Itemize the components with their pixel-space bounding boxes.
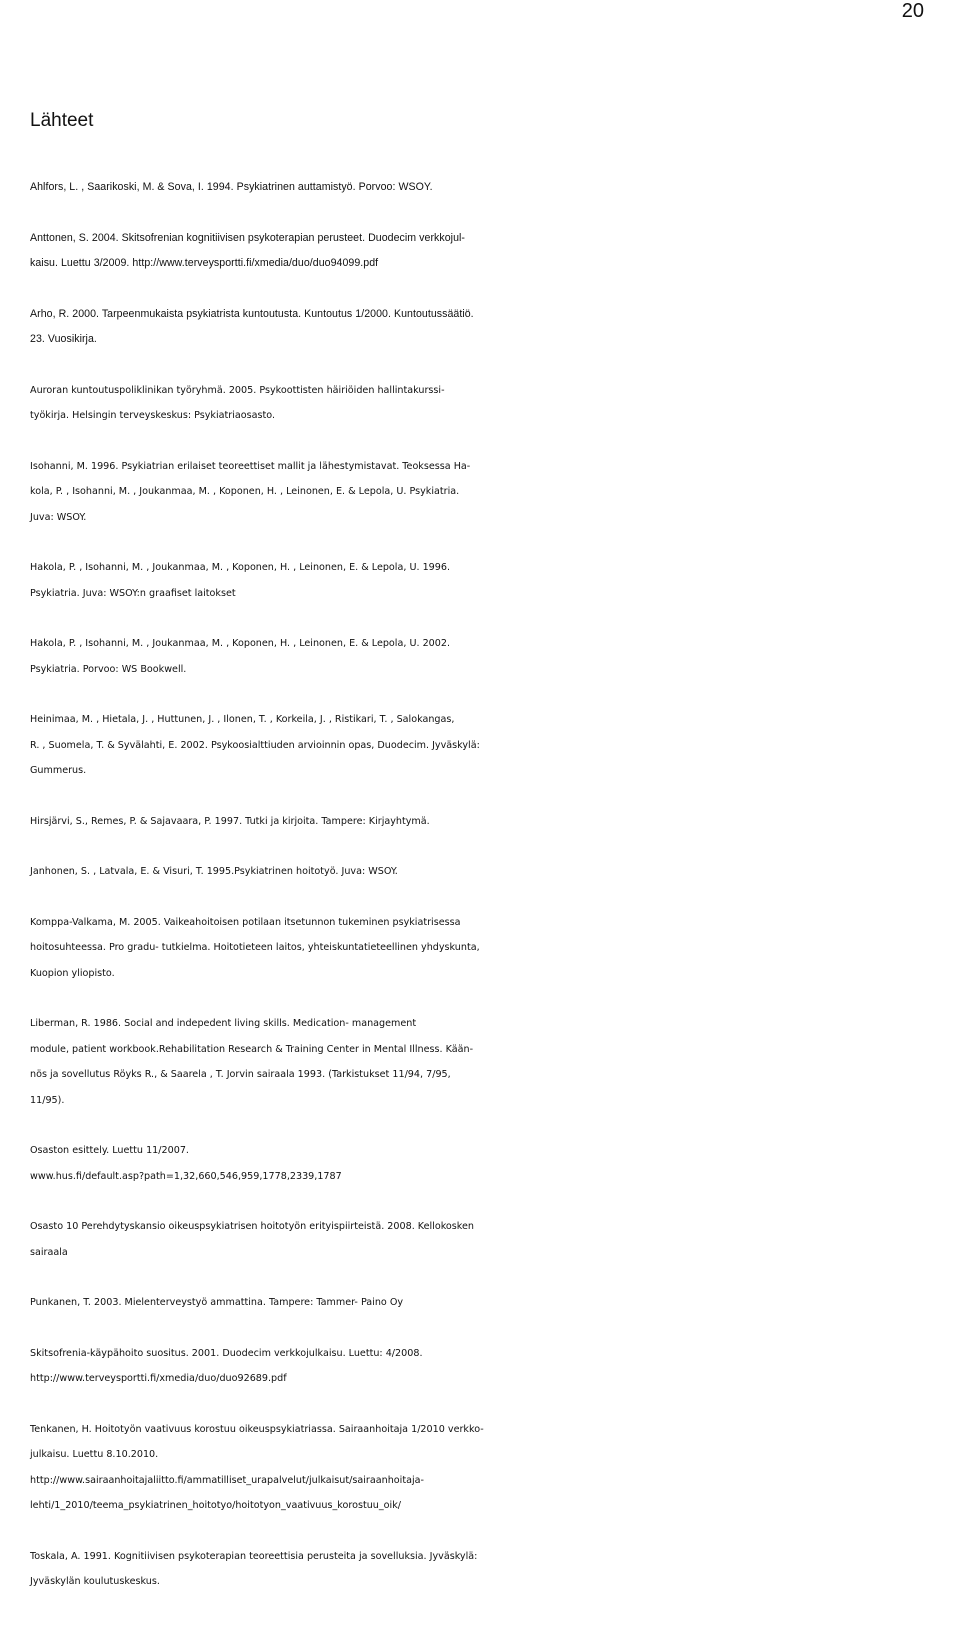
- reference-entry: [30, 809, 960, 835]
- reference-line: Psykiatria. Juva: WSOY:n graafiset laitokset: [30, 587, 236, 599]
- reference-entry: [30, 555, 960, 606]
- reference-entry: [30, 1544, 960, 1595]
- reference-line: Tenkanen, H. Hoitotyön vaativuus korostuu oikeuspsykiatriassa. Sairaanhoitaja 1/2010 verkko-: [30, 1423, 484, 1435]
- reference-line: Heinimaa, M. , Hietala, J. , Huttunen, J. , Ilonen, T. , Korkeila, J. , Ristikari, T. , Salokangas,: [30, 714, 455, 725]
- reference-line: Arho, R. 2000. Tarpeenmukaista psykiatrista kuntoutusta. Kuntoutus 1/2000. Kuntoutussäätiö.: [30, 307, 474, 320]
- reference-line: Ahlfors, L. , Saarikoski, M. & Sova, I. 1994. Psykiatrinen auttamistyö. Porvoo: WSOY.: [30, 181, 433, 193]
- reference-line: Gummerus.: [30, 765, 87, 776]
- reference-entry: [30, 1011, 960, 1113]
- reference-line: julkaisu. Luettu 8.10.2010.: [30, 1449, 159, 1460]
- reference-entry: [30, 175, 960, 201]
- reference-line: Auroran kuntoutuspoliklinikan työryhmä. 2005. Psykoottisten häiriöiden hallintakurssi-: [30, 384, 445, 396]
- reference-line: 23. Vuosikirja.: [30, 333, 97, 345]
- reference-line: Liberman, R. 1986. Social and indepedent living skills. Medication- management: [30, 1018, 417, 1029]
- references-heading: Lähteet: [30, 110, 94, 131]
- reference-line: Hakola, P. , Isohanni, M. , Joukanmaa, M. , Koponen, H. , Leinonen, E. & Lepola, U. 1996.: [30, 562, 451, 573]
- reference-line: kaisu. Luettu 3/2009. http://www.terveysportti.fi/xmedia/duo/duo94099.pdf: [30, 257, 379, 269]
- reference-entry: [30, 226, 960, 277]
- reference-line: Hakola, P. , Isohanni, M. , Joukanmaa, M. , Koponen, H. , Leinonen, E. & Lepola, U. 2002.: [30, 638, 451, 649]
- page-number: 20: [901, 0, 924, 22]
- reference-line: Osasto 10 Perehdytyskansio oikeuspsykiatrisen hoitotyön erityispiirteistä. 2008. Kellokosken: [30, 1221, 474, 1232]
- reference-entry: [30, 454, 960, 531]
- reference-line: Anttonen, S. 2004. Skitsofrenian kognitiivisen psykoterapian perusteet. Duodecim verkkojul-: [30, 231, 466, 244]
- reference-line: Punkanen, T. 2003. Mielenterveystyö ammattina. Tampere: Tammer- Paino Oy: [30, 1297, 404, 1308]
- reference-line: http://www.terveysportti.fi/xmedia/duo/duo92689.pdf: [30, 1373, 287, 1384]
- reference-entry: [30, 1290, 960, 1316]
- reference-line: Jyväskylän koulutuskeskus.: [30, 1576, 160, 1587]
- reference-line: Kuopion yliopisto.: [30, 967, 115, 979]
- reference-entry: [30, 1417, 960, 1519]
- reference-line: sairaala: [30, 1246, 68, 1258]
- reference-line: kola, P. , Isohanni, M. , Joukanmaa, M. , Koponen, H. , Leinonen, E. & Lepola, U. Psykiatria.: [30, 486, 460, 497]
- reference-line: Psykiatria. Porvoo: WS Bookwell.: [30, 663, 187, 675]
- reference-line: Toskala, A. 1991. Kognitiivisen psykoterapian teoreettisia perusteita ja sovelluksia. Jyväskylä:: [30, 1550, 478, 1562]
- reference-entry: [30, 910, 960, 987]
- reference-line: lehti/1_2010/teema_psykiatrinen_hoitotyo/hoitotyon_vaativuus_korostuu_oik/: [30, 1500, 401, 1511]
- reference-line: http://www.sairaanhoitajaliitto.fi/ammatilliset_urapalvelut/julkaisut/sairaanhoitaja-: [30, 1474, 424, 1486]
- reference-entry: [30, 859, 960, 885]
- reference-line: Isohanni, M. 1996. Psykiatrian erilaiset teoreettiset mallit ja lähestymistavat. Teoksessa Ha-: [30, 460, 471, 472]
- reference-line: Osaston esittely. Luettu 11/2007.: [30, 1145, 189, 1156]
- reference-line: työkirja. Helsingin terveyskeskus: Psykiatriaosasto.: [30, 410, 276, 421]
- reference-line: Janhonen, S. , Latvala, E. & Visuri, T. 1995.Psykiatrinen hoitotyö. Juva: WSOY.: [30, 866, 398, 877]
- reference-line: Komppa-Valkama, M. 2005. Vaikeahoitoisen potilaan itsetunnon tukeminen psykiatrisessa: [30, 916, 461, 928]
- reference-entry: [30, 1138, 960, 1189]
- reference-entry: [30, 1341, 960, 1392]
- reference-line: nös ja sovellutus Röyks R., & Saarela , T. Jorvin sairaala 1993. (Tarkistukset 11/94, 7/95,: [30, 1069, 451, 1080]
- reference-list: [30, 175, 960, 1620]
- reference-entry: [30, 1214, 960, 1265]
- reference-line: www.hus.fi/default.asp?path=1,32,660,546,959,1778,2339,1787: [30, 1170, 342, 1182]
- reference-entry: [30, 302, 960, 353]
- reference-line: module, patient workbook.Rehabilitation Research & Training Center in Mental Illness. Kään-: [30, 1043, 474, 1055]
- reference-line: Hirsjärvi, S., Remes, P. & Sajavaara, P. 1997. Tutki ja kirjoita. Tampere: Kirjayhtymä.: [30, 815, 430, 827]
- reference-line: 11/95).: [30, 1094, 65, 1106]
- reference-line: hoitosuhteessa. Pro gradu- tutkielma. Hoitotieteen laitos, yhteiskuntatieteellinen yhdyskunta,: [30, 942, 480, 953]
- reference-entry: [30, 707, 960, 784]
- reference-line: R. , Suomela, T. & Syvälahti, E. 2002. Psykoosialttiuden arvioinnin opas, Duodecim. Jyväskylä:: [30, 739, 480, 751]
- reference-entry: [30, 631, 960, 682]
- reference-line: Juva: WSOY.: [30, 511, 87, 523]
- reference-entry: [30, 378, 960, 429]
- reference-line: Skitsofrenia-käypähoito suositus. 2001. Duodecim verkkojulkaisu. Luettu: 4/2008.: [30, 1347, 423, 1359]
